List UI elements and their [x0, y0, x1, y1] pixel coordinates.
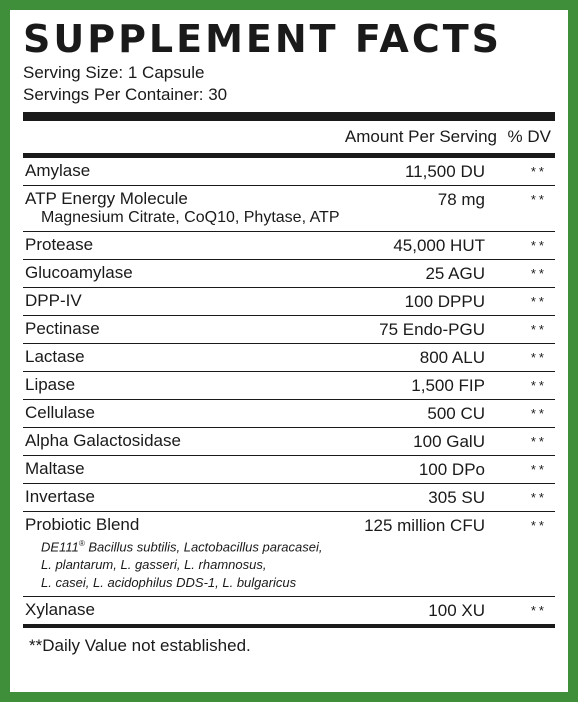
ingredient-amount: 305 SU — [428, 488, 485, 507]
ingredient-name: Amylase — [25, 161, 91, 180]
table-row — [23, 427, 555, 455]
table-row — [23, 483, 555, 511]
ingredient-amount: 11,500 DU — [404, 162, 485, 181]
ingredient-name: Pectinase — [25, 319, 100, 338]
ingredient-amount: 45,000 HUT — [393, 236, 485, 255]
table-row — [23, 596, 555, 624]
table-row — [23, 315, 555, 343]
ingredient-dv: ** — [530, 238, 547, 253]
ingredient-name: Lactase — [25, 347, 85, 366]
table-row — [23, 371, 555, 399]
ingredient-amount: 25 AGU — [425, 264, 485, 283]
table-row — [23, 399, 555, 427]
footnote: **Daily Value not established. — [29, 636, 251, 656]
ingredient-name: Invertase — [25, 487, 95, 506]
ingredient-dv: ** — [530, 350, 547, 365]
table-row — [23, 343, 555, 371]
ingredient-dv: ** — [530, 164, 547, 179]
ingredient-name: Protease — [25, 235, 94, 254]
ingredient-amount: 500 CU — [427, 404, 485, 423]
ingredient-amount: 800 ALU — [419, 348, 485, 367]
strain-line: L. plantarum, L. gasseri, L. rhamnosus, — [41, 557, 267, 573]
dv-header: % DV — [507, 127, 551, 146]
registered-mark: ® — [78, 539, 85, 548]
ingredient-name: DPP-IV — [25, 291, 82, 310]
ingredient-amount: 100 XU — [428, 601, 485, 621]
ingredient-name: Maltase — [25, 459, 85, 478]
ingredient-amount: 100 GalU — [413, 432, 485, 451]
table-row — [23, 185, 555, 231]
ingredient-amount: 100 DPPU — [404, 292, 485, 311]
ingredient-name: Cellulase — [25, 403, 95, 422]
amount-header: Amount Per Serving — [344, 127, 497, 146]
facts-content — [23, 18, 555, 656]
ingredient-name: ATP Energy Molecule — [25, 189, 188, 208]
strain-line: Bacillus subtilis, Lactobacillus paracasei, — [84, 539, 323, 555]
ingredient-name: Lipase — [25, 375, 76, 394]
ingredient-dv: ** — [530, 603, 547, 619]
ingredient-name: Probiotic Blend — [25, 515, 140, 534]
ingredient-amount: 78 mg — [437, 190, 485, 209]
strain-line: L. casei, L. acidophilus DDS-1, L. bulgaricus — [41, 575, 297, 591]
table-row — [23, 259, 555, 287]
strain-mark: DE111 — [41, 539, 79, 555]
probiotic-strains — [23, 535, 555, 592]
ingredient-dv: ** — [530, 434, 547, 449]
ingredient-amount: 75 Endo-PGU — [379, 320, 485, 339]
table-row — [23, 455, 555, 483]
top-divider — [23, 112, 555, 121]
supplement-facts-panel — [10, 10, 568, 692]
ingredient-subtext: Magnesium Citrate, CoQ10, Phytase, ATP — [41, 209, 340, 226]
ingredient-amount: 100 DPo — [418, 460, 485, 479]
table-row — [23, 287, 555, 315]
ingredient-dv: ** — [530, 518, 547, 533]
ingredient-dv: ** — [530, 462, 547, 477]
ingredient-dv: ** — [530, 192, 547, 207]
ingredient-name: Alpha Galactosidase — [25, 431, 181, 450]
ingredient-dv: ** — [530, 490, 547, 505]
ingredient-dv: ** — [530, 378, 547, 393]
ingredient-name: Xylanase — [25, 600, 95, 620]
ingredient-amount: 1,500 FIP — [411, 376, 485, 395]
ingredient-dv: ** — [530, 266, 547, 281]
table-row — [23, 157, 555, 185]
facts-title: SUPPLEMENT FACTS — [23, 17, 503, 61]
ingredient-name: Glucoamylase — [25, 263, 133, 282]
column-header — [23, 121, 555, 153]
ingredient-dv: ** — [530, 406, 547, 421]
ingredient-amount: 125 million CFU — [364, 516, 485, 535]
ingredient-dv: ** — [530, 322, 547, 337]
table-row — [23, 231, 555, 259]
table-row — [23, 511, 555, 596]
servings-per-container: Servings Per Container: 30 — [23, 85, 228, 104]
ingredient-dv: ** — [530, 294, 547, 309]
serving-size: Serving Size: 1 Capsule — [23, 63, 205, 82]
